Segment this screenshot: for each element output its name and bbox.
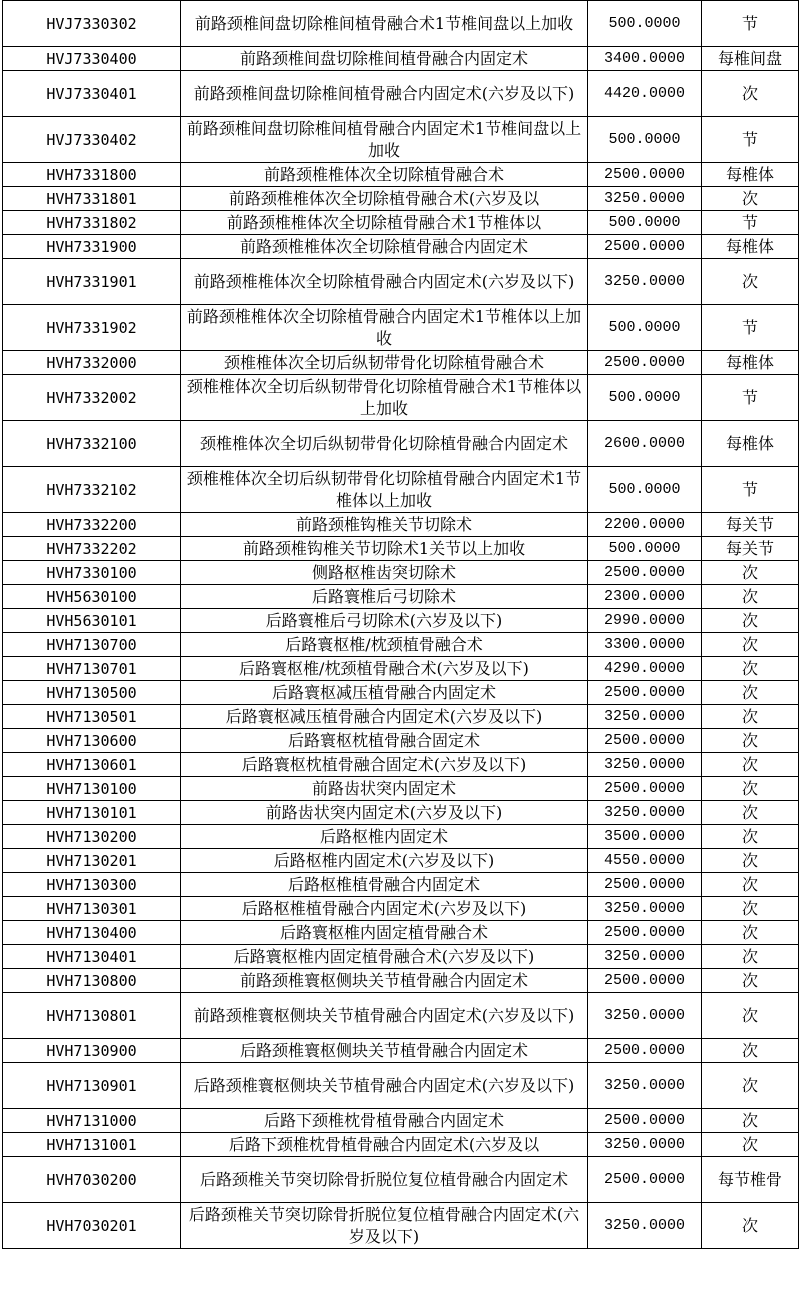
item-price-cell: 2990.0000 bbox=[588, 609, 702, 633]
item-name-cell: 后路枢椎内固定术(六岁及以下) bbox=[181, 849, 588, 873]
table-row bbox=[3, 187, 799, 211]
item-unit-cell: 节 bbox=[702, 375, 799, 421]
item-unit-cell: 次 bbox=[702, 71, 799, 117]
item-unit-cell: 次 bbox=[702, 681, 799, 705]
table-row bbox=[3, 305, 799, 351]
item-code-cell: HVH7332100 bbox=[3, 421, 181, 467]
item-name-cell: 颈椎椎体次全切后纵韧带骨化切除植骨融合术1节椎体以上加收 bbox=[181, 375, 588, 421]
table-row bbox=[3, 1, 799, 47]
item-unit-cell: 次 bbox=[702, 1039, 799, 1063]
item-name-cell: 前路颈椎钩椎关节切除术 bbox=[181, 513, 588, 537]
item-unit-cell: 每椎体 bbox=[702, 163, 799, 187]
item-unit-cell: 次 bbox=[702, 969, 799, 993]
item-unit-cell: 节 bbox=[702, 1, 799, 47]
item-code-cell: HVH5630101 bbox=[3, 609, 181, 633]
item-unit-cell: 节 bbox=[702, 117, 799, 163]
item-price-cell: 3250.0000 bbox=[588, 1203, 702, 1249]
item-name-cell: 前路颈椎间盘切除椎间植骨融合内固定术(六岁及以下) bbox=[181, 71, 588, 117]
item-unit-cell: 次 bbox=[702, 561, 799, 585]
item-unit-cell: 次 bbox=[702, 657, 799, 681]
table-row bbox=[3, 753, 799, 777]
item-code-cell: HVH7331900 bbox=[3, 235, 181, 259]
item-unit-cell: 次 bbox=[702, 801, 799, 825]
item-name-cell: 后路颈椎关节突切除骨折脱位复位植骨融合内固定术 bbox=[181, 1157, 588, 1203]
table-row bbox=[3, 561, 799, 585]
item-name-cell: 后路枢椎植骨融合内固定术(六岁及以下) bbox=[181, 897, 588, 921]
item-unit-cell: 每椎间盘 bbox=[702, 47, 799, 71]
item-price-cell: 2300.0000 bbox=[588, 585, 702, 609]
item-price-cell: 2500.0000 bbox=[588, 681, 702, 705]
item-code-cell: HVH7130701 bbox=[3, 657, 181, 681]
item-name-cell: 前路颈椎间盘切除椎间植骨融合内固定术1节椎间盘以上加收 bbox=[181, 117, 588, 163]
table-row bbox=[3, 1039, 799, 1063]
item-name-cell: 后路寰枢减压植骨融合内固定术 bbox=[181, 681, 588, 705]
item-name-cell: 颈椎椎体次全切后纵韧带骨化切除植骨融合术 bbox=[181, 351, 588, 375]
table-row bbox=[3, 729, 799, 753]
item-unit-cell: 每关节 bbox=[702, 513, 799, 537]
table-row bbox=[3, 633, 799, 657]
table-row bbox=[3, 873, 799, 897]
item-unit-cell: 次 bbox=[702, 993, 799, 1039]
table-row bbox=[3, 467, 799, 513]
item-name-cell: 后路寰枢减压植骨融合内固定术(六岁及以下) bbox=[181, 705, 588, 729]
item-price-cell: 2500.0000 bbox=[588, 729, 702, 753]
item-unit-cell: 节 bbox=[702, 211, 799, 235]
item-code-cell: HVH7131000 bbox=[3, 1109, 181, 1133]
table-row bbox=[3, 969, 799, 993]
item-price-cell: 500.0000 bbox=[588, 305, 702, 351]
item-code-cell: HVH7330100 bbox=[3, 561, 181, 585]
item-price-cell: 2500.0000 bbox=[588, 351, 702, 375]
item-code-cell: HVH7130300 bbox=[3, 873, 181, 897]
item-code-cell: HVH7130101 bbox=[3, 801, 181, 825]
table-row bbox=[3, 47, 799, 71]
table-row bbox=[3, 705, 799, 729]
item-code-cell: HVH7130800 bbox=[3, 969, 181, 993]
item-price-cell: 3250.0000 bbox=[588, 993, 702, 1039]
table-row bbox=[3, 259, 799, 305]
item-unit-cell: 次 bbox=[702, 585, 799, 609]
table-row bbox=[3, 421, 799, 467]
table-row bbox=[3, 513, 799, 537]
item-code-cell: HVH7332000 bbox=[3, 351, 181, 375]
item-code-cell: HVH7130600 bbox=[3, 729, 181, 753]
item-unit-cell: 次 bbox=[702, 873, 799, 897]
item-code-cell: HVH7130301 bbox=[3, 897, 181, 921]
item-name-cell: 前路颈椎寰枢侧块关节植骨融合内固定术(六岁及以下) bbox=[181, 993, 588, 1039]
item-price-cell: 500.0000 bbox=[588, 117, 702, 163]
item-code-cell: HVH7331802 bbox=[3, 211, 181, 235]
table-row bbox=[3, 351, 799, 375]
item-name-cell: 前路颈椎椎体次全切除植骨融合术1节椎体以 bbox=[181, 211, 588, 235]
item-code-cell: HVH7130501 bbox=[3, 705, 181, 729]
item-unit-cell: 每椎体 bbox=[702, 351, 799, 375]
item-name-cell: 后路寰椎后弓切除术(六岁及以下) bbox=[181, 609, 588, 633]
table-row bbox=[3, 897, 799, 921]
item-unit-cell: 次 bbox=[702, 777, 799, 801]
item-code-cell: HVH7030200 bbox=[3, 1157, 181, 1203]
item-price-cell: 2500.0000 bbox=[588, 561, 702, 585]
item-price-cell: 500.0000 bbox=[588, 537, 702, 561]
item-price-cell: 3300.0000 bbox=[588, 633, 702, 657]
item-name-cell: 颈椎椎体次全切后纵韧带骨化切除植骨融合内固定术 bbox=[181, 421, 588, 467]
item-code-cell: HVH7130801 bbox=[3, 993, 181, 1039]
item-name-cell: 后路下颈椎枕骨植骨融合内固定术(六岁及以 bbox=[181, 1133, 588, 1157]
item-code-cell: HVH5630100 bbox=[3, 585, 181, 609]
item-code-cell: HVH7331901 bbox=[3, 259, 181, 305]
table-row bbox=[3, 1157, 799, 1203]
item-price-cell: 4420.0000 bbox=[588, 71, 702, 117]
item-price-cell: 3250.0000 bbox=[588, 259, 702, 305]
item-code-cell: HVH7332002 bbox=[3, 375, 181, 421]
item-unit-cell: 次 bbox=[702, 633, 799, 657]
item-name-cell: 前路颈椎椎体次全切除植骨融合术 bbox=[181, 163, 588, 187]
item-price-cell: 500.0000 bbox=[588, 375, 702, 421]
item-price-cell: 2500.0000 bbox=[588, 969, 702, 993]
table-row bbox=[3, 1063, 799, 1109]
item-code-cell: HVH7332102 bbox=[3, 467, 181, 513]
item-price-cell: 3250.0000 bbox=[588, 1133, 702, 1157]
table-row bbox=[3, 921, 799, 945]
item-price-cell: 3250.0000 bbox=[588, 1063, 702, 1109]
item-code-cell: HVH7130100 bbox=[3, 777, 181, 801]
table-row bbox=[3, 993, 799, 1039]
item-name-cell: 后路寰枢椎内固定植骨融合术(六岁及以下) bbox=[181, 945, 588, 969]
item-code-cell: HVH7130400 bbox=[3, 921, 181, 945]
table-row bbox=[3, 117, 799, 163]
item-price-cell: 3250.0000 bbox=[588, 897, 702, 921]
item-unit-cell: 每关节 bbox=[702, 537, 799, 561]
item-price-cell: 500.0000 bbox=[588, 211, 702, 235]
item-name-cell: 后路寰椎后弓切除术 bbox=[181, 585, 588, 609]
item-name-cell: 前路颈椎椎体次全切除植骨融合内固定术 bbox=[181, 235, 588, 259]
item-code-cell: HVH7331801 bbox=[3, 187, 181, 211]
item-name-cell: 后路寰枢枕植骨融合固定术 bbox=[181, 729, 588, 753]
item-unit-cell: 次 bbox=[702, 921, 799, 945]
item-price-cell: 2500.0000 bbox=[588, 777, 702, 801]
item-code-cell: HVJ7330302 bbox=[3, 1, 181, 47]
item-name-cell: 后路寰枢椎/枕颈植骨融合术(六岁及以下) bbox=[181, 657, 588, 681]
item-unit-cell: 次 bbox=[702, 849, 799, 873]
item-unit-cell: 节 bbox=[702, 305, 799, 351]
item-name-cell: 前路颈椎椎体次全切除植骨融合内固定术(六岁及以下) bbox=[181, 259, 588, 305]
item-unit-cell: 次 bbox=[702, 1203, 799, 1249]
item-unit-cell: 次 bbox=[702, 825, 799, 849]
item-name-cell: 后路寰枢椎/枕颈植骨融合术 bbox=[181, 633, 588, 657]
item-name-cell: 后路颈椎关节突切除骨折脱位复位植骨融合内固定术(六岁及以下) bbox=[181, 1203, 588, 1249]
fee-table bbox=[2, 0, 799, 1249]
table-row bbox=[3, 945, 799, 969]
item-name-cell: 前路颈椎寰枢侧块关节植骨融合内固定术 bbox=[181, 969, 588, 993]
item-code-cell: HVH7130500 bbox=[3, 681, 181, 705]
item-unit-cell: 次 bbox=[702, 609, 799, 633]
item-name-cell: 颈椎椎体次全切后纵韧带骨化切除植骨融合内固定术1节椎体以上加收 bbox=[181, 467, 588, 513]
item-name-cell: 后路颈椎寰枢侧块关节植骨融合内固定术 bbox=[181, 1039, 588, 1063]
item-code-cell: HVH7130901 bbox=[3, 1063, 181, 1109]
item-price-cell: 2500.0000 bbox=[588, 235, 702, 259]
item-code-cell: HVH7332202 bbox=[3, 537, 181, 561]
item-name-cell: 前路颈椎椎体次全切除植骨融合内固定术1节椎体以上加收 bbox=[181, 305, 588, 351]
item-price-cell: 3500.0000 bbox=[588, 825, 702, 849]
table-row bbox=[3, 777, 799, 801]
item-price-cell: 500.0000 bbox=[588, 467, 702, 513]
item-price-cell: 3250.0000 bbox=[588, 801, 702, 825]
item-name-cell: 前路颈椎间盘切除椎间植骨融合术1节椎间盘以上加收 bbox=[181, 1, 588, 47]
item-price-cell: 2200.0000 bbox=[588, 513, 702, 537]
item-unit-cell: 每节椎骨 bbox=[702, 1157, 799, 1203]
item-name-cell: 后路下颈椎枕骨植骨融合内固定术 bbox=[181, 1109, 588, 1133]
item-code-cell: HVJ7330401 bbox=[3, 71, 181, 117]
item-code-cell: HVH7030201 bbox=[3, 1203, 181, 1249]
item-unit-cell: 次 bbox=[702, 187, 799, 211]
table-row bbox=[3, 1203, 799, 1249]
table-row bbox=[3, 375, 799, 421]
item-unit-cell: 次 bbox=[702, 1109, 799, 1133]
table-row bbox=[3, 657, 799, 681]
table-row bbox=[3, 235, 799, 259]
item-price-cell: 4290.0000 bbox=[588, 657, 702, 681]
item-name-cell: 前路颈椎椎体次全切除植骨融合术(六岁及以 bbox=[181, 187, 588, 211]
table-row bbox=[3, 801, 799, 825]
item-price-cell: 3250.0000 bbox=[588, 187, 702, 211]
item-price-cell: 3250.0000 bbox=[588, 753, 702, 777]
item-unit-cell: 次 bbox=[702, 897, 799, 921]
item-price-cell: 3250.0000 bbox=[588, 705, 702, 729]
item-price-cell: 2500.0000 bbox=[588, 1109, 702, 1133]
item-code-cell: HVJ7330400 bbox=[3, 47, 181, 71]
item-unit-cell: 每椎体 bbox=[702, 421, 799, 467]
table-row bbox=[3, 609, 799, 633]
item-price-cell: 2600.0000 bbox=[588, 421, 702, 467]
item-code-cell: HVH7331902 bbox=[3, 305, 181, 351]
item-price-cell: 2500.0000 bbox=[588, 921, 702, 945]
item-unit-cell: 次 bbox=[702, 1063, 799, 1109]
item-name-cell: 后路枢椎内固定术 bbox=[181, 825, 588, 849]
table-row bbox=[3, 163, 799, 187]
item-code-cell: HVH7131001 bbox=[3, 1133, 181, 1157]
item-name-cell: 侧路枢椎齿突切除术 bbox=[181, 561, 588, 585]
item-code-cell: HVJ7330402 bbox=[3, 117, 181, 163]
item-name-cell: 前路齿状突内固定术(六岁及以下) bbox=[181, 801, 588, 825]
item-code-cell: HVH7130700 bbox=[3, 633, 181, 657]
item-price-cell: 500.0000 bbox=[588, 1, 702, 47]
table-row bbox=[3, 537, 799, 561]
table-row bbox=[3, 211, 799, 235]
item-code-cell: HVH7130401 bbox=[3, 945, 181, 969]
table-row bbox=[3, 825, 799, 849]
item-code-cell: HVH7332200 bbox=[3, 513, 181, 537]
item-price-cell: 2500.0000 bbox=[588, 873, 702, 897]
table-row bbox=[3, 71, 799, 117]
item-code-cell: HVH7130601 bbox=[3, 753, 181, 777]
item-price-cell: 2500.0000 bbox=[588, 163, 702, 187]
table-row bbox=[3, 585, 799, 609]
table-row bbox=[3, 681, 799, 705]
table-row bbox=[3, 1133, 799, 1157]
item-code-cell: HVH7130200 bbox=[3, 825, 181, 849]
item-code-cell: HVH7130900 bbox=[3, 1039, 181, 1063]
item-unit-cell: 次 bbox=[702, 945, 799, 969]
item-unit-cell: 次 bbox=[702, 729, 799, 753]
table-row bbox=[3, 1109, 799, 1133]
item-price-cell: 2500.0000 bbox=[588, 1039, 702, 1063]
item-name-cell: 后路颈椎寰枢侧块关节植骨融合内固定术(六岁及以下) bbox=[181, 1063, 588, 1109]
item-name-cell: 后路枢椎植骨融合内固定术 bbox=[181, 873, 588, 897]
item-unit-cell: 每椎体 bbox=[702, 235, 799, 259]
item-name-cell: 前路颈椎间盘切除椎间植骨融合内固定术 bbox=[181, 47, 588, 71]
item-price-cell: 2500.0000 bbox=[588, 1157, 702, 1203]
item-name-cell: 前路颈椎钩椎关节切除术1关节以上加收 bbox=[181, 537, 588, 561]
item-unit-cell: 次 bbox=[702, 259, 799, 305]
table-row bbox=[3, 849, 799, 873]
item-price-cell: 3250.0000 bbox=[588, 945, 702, 969]
item-unit-cell: 次 bbox=[702, 753, 799, 777]
item-unit-cell: 次 bbox=[702, 1133, 799, 1157]
item-name-cell: 前路齿状突内固定术 bbox=[181, 777, 588, 801]
item-code-cell: HVH7130201 bbox=[3, 849, 181, 873]
item-unit-cell: 次 bbox=[702, 705, 799, 729]
item-name-cell: 后路寰枢枕植骨融合固定术(六岁及以下) bbox=[181, 753, 588, 777]
item-price-cell: 4550.0000 bbox=[588, 849, 702, 873]
item-name-cell: 后路寰枢椎内固定植骨融合术 bbox=[181, 921, 588, 945]
item-price-cell: 3400.0000 bbox=[588, 47, 702, 71]
fee-table-body bbox=[3, 1, 799, 1249]
item-unit-cell: 节 bbox=[702, 467, 799, 513]
item-code-cell: HVH7331800 bbox=[3, 163, 181, 187]
